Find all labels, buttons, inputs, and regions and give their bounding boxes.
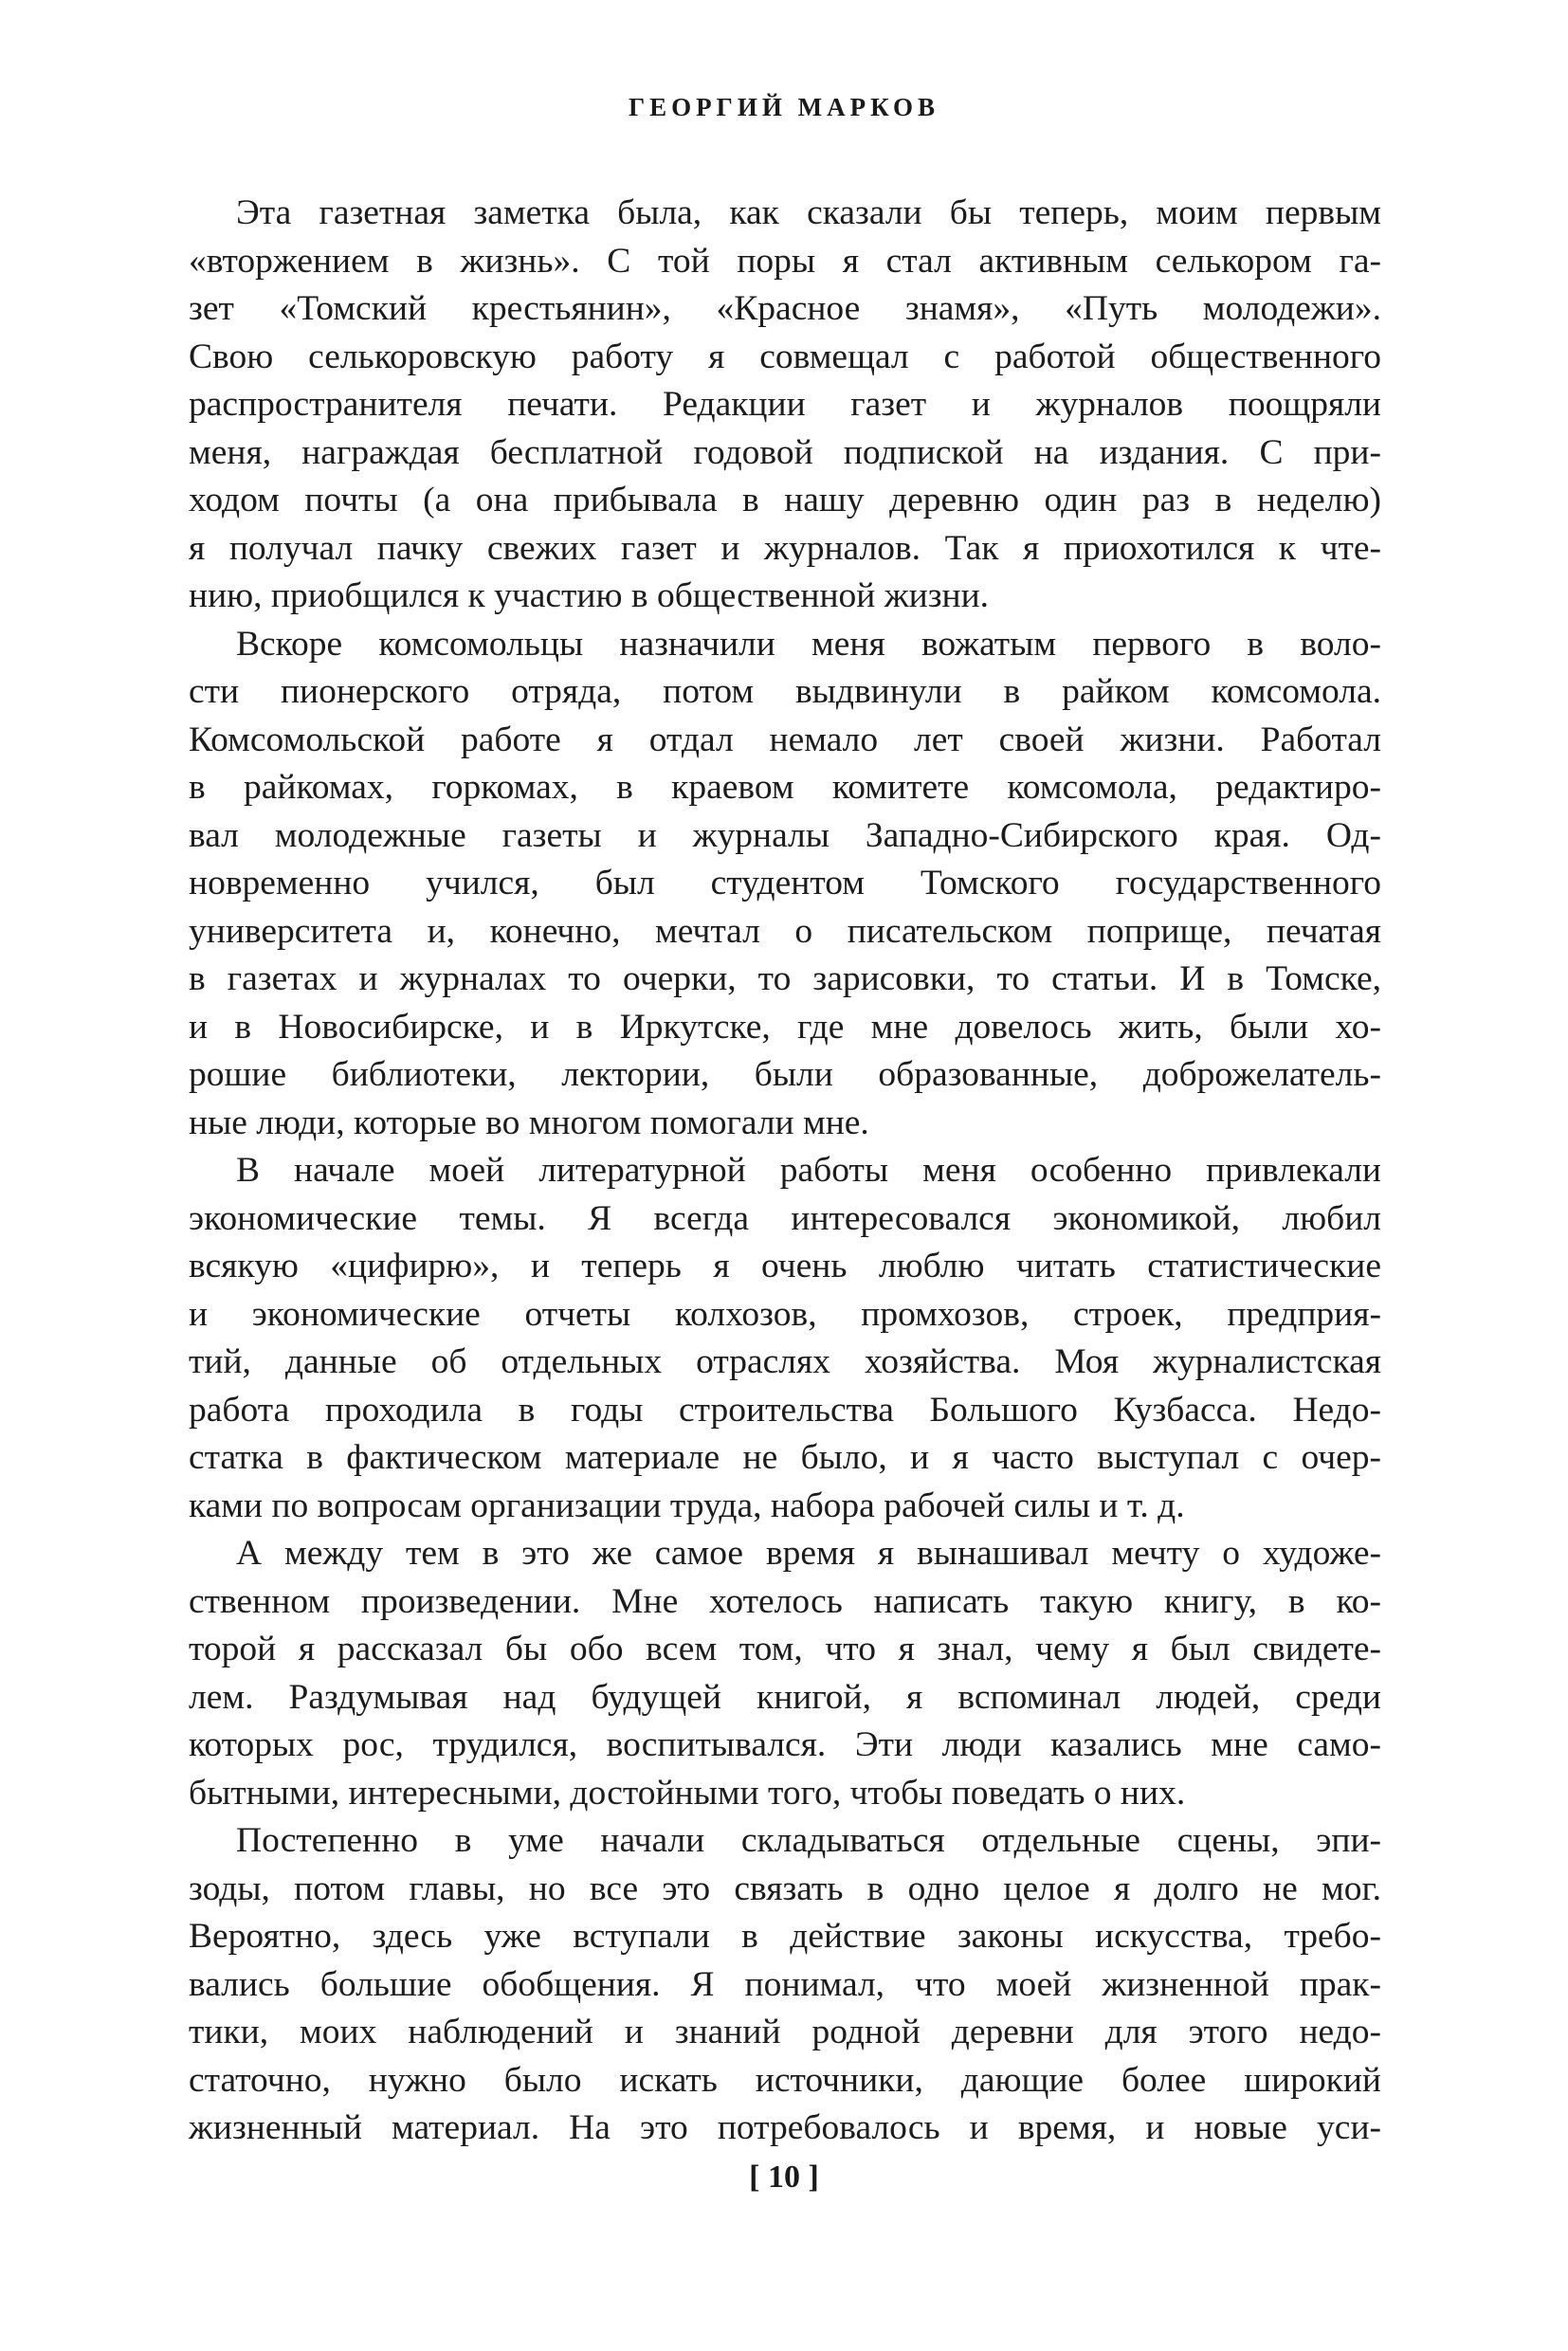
text-line: «вторжением в жизнь». С той поры я стал активным селькором га-	[189, 241, 1381, 281]
text-line: статка в фактическом материале не было, и я часто выступал с очер-	[189, 1438, 1381, 1477]
text-line: вал молодежные газеты и журналы Западно-Сибирского края. Од-	[189, 815, 1381, 855]
text-line: А между тем в это же самое время я вынашивал мечту о художе-	[236, 1534, 1381, 1573]
text-line: рошие библиотеки, лектории, были образованные, доброжелатель-	[189, 1055, 1381, 1094]
text-line: университета и, конечно, мечтал о писательском поприще, печатая	[189, 911, 1381, 951]
body-text	[189, 190, 1381, 2153]
text-line: Постепенно в уме начали складываться отдельные сцены, эпи-	[236, 1821, 1381, 1860]
text-line: Вскоре комсомольцы назначили меня вожатым первого в воло-	[236, 624, 1381, 664]
text-line: меня, награждая бесплатной годовой подпиской на издания. С при-	[189, 432, 1381, 472]
text-line: ные люди, которые во многом помогали мне.	[189, 1103, 869, 1142]
text-line: тий, данные об отдельных отраслях хозяйства. Моя журналистская	[189, 1342, 1381, 1381]
text-line: Вероятно, здесь уже вступали в действие законы искусства, требо-	[189, 1917, 1381, 1956]
text-line: всякую «цифирю», и теперь я очень люблю читать статистические	[189, 1247, 1381, 1285]
text-line: В начале моей литературной работы меня особенно привлекали	[236, 1151, 1381, 1190]
text-line: лем. Раздумывая над будущей книгой, я вспоминал людей, среди	[189, 1677, 1381, 1717]
text-line: Свою селькоровскую работу я совмещал с работой общественного	[189, 337, 1381, 376]
text-line: и в Новосибирске, и в Иркутске, где мне довелось жить, были хо-	[189, 1007, 1381, 1047]
text-line: тики, моих наблюдений и знаний родной деревни для этого недо-	[189, 2013, 1381, 2051]
text-line: экономические темы. Я всегда интересовался экономикой, любил	[189, 1198, 1381, 1238]
text-line: распространителя печати. Редакции газет и журналов поощряли	[189, 385, 1381, 424]
text-line: вались большие обобщения. Я понимал, что моей жизненной прак-	[189, 1964, 1381, 2004]
text-line: нию, приобщился к участию в общественной жизни.	[189, 576, 990, 615]
running-title: ГЕОРГИЙ МАРКОВ	[628, 93, 939, 121]
text-line: сти пионерского отряда, потом выдвинули в райком комсомола.	[189, 672, 1381, 711]
text-line: работа проходила в годы строительства Большого Кузбасса. Недо-	[189, 1390, 1381, 1430]
text-line: зет «Томский крестьянин», «Красное знамя», «Путь молодежи».	[189, 289, 1381, 328]
text-line: жизненный материал. На это потребовалось и время, и новые уси-	[189, 2108, 1381, 2147]
paragraph	[189, 1817, 1381, 2153]
text-line: Комсомольской работе я отдал немало лет своей жизни. Работал	[189, 720, 1381, 759]
paragraph	[189, 621, 1381, 1148]
page-number: [ 10 ]	[749, 2160, 819, 2195]
paragraph	[189, 1147, 1381, 1530]
text-line: бытными, интересными, достойными того, чтобы поведать о них.	[189, 1773, 1186, 1813]
text-line: статочно, нужно было искать источники, дающие более широкий	[189, 2060, 1381, 2100]
paragraph	[189, 1530, 1381, 1817]
text-line: Эта газетная заметка была, как сказали бы теперь, моим первым	[236, 193, 1381, 232]
text-line: и экономические отчеты колхозов, промхозов, строек, предприя-	[189, 1294, 1381, 1334]
text-line: в газетах и журналах то очерки, то зарисовки, то статьи. И в Томске,	[189, 959, 1381, 998]
paragraph	[189, 190, 1381, 621]
text-line: ками по вопросам организации труда, набора рабочей силы и т. д.	[189, 1485, 1185, 1525]
text-line: ственном произведении. Мне хотелось написать такую книгу, в ко-	[189, 1581, 1381, 1621]
text-line: ходом почты (а она прибывала в нашу деревню один раз в неделю)	[189, 481, 1381, 519]
text-line: новременно учился, был студентом Томского государственного	[189, 864, 1381, 902]
text-line: зоды, потом главы, но все это связать в одно целое я долго не мог.	[189, 1868, 1381, 1908]
text-line: в райкомах, горкомах, в краевом комитете комсомола, редактиро-	[189, 768, 1381, 807]
text-line: торой я рассказал бы обо всем том, что я знал, чему я был свидете-	[189, 1630, 1381, 1668]
text-line: я получал пачку свежих газет и журналов. Так я приохотился к чте-	[189, 528, 1381, 568]
text-line: которых рос, трудился, воспитывался. Эти люди казались мне само-	[189, 1725, 1381, 1764]
